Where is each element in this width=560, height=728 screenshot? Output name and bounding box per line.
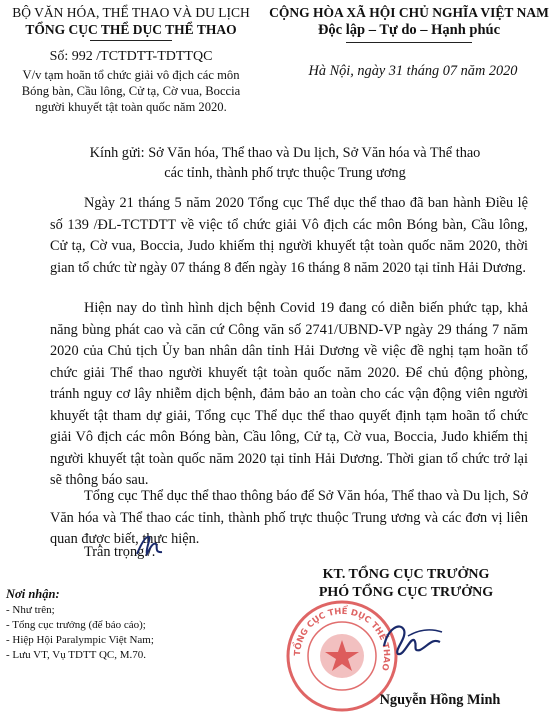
subject-line: V/v tạm hoãn tổ chức giải vô địch các môn: [22, 68, 240, 82]
place-date: Hà Nội, ngày 31 tháng 07 năm 2020: [308, 63, 518, 79]
body-paragraph: Tổng cục Thể dục thể thao thông báo để Sở Văn hóa, Thể thao và Du lịch, Sở Văn hóa và Thể thao các tỉnh, thành phố trực thuộc Trung ương và các đơn vị liên quan được biết, thực hiện.: [50, 488, 528, 547]
recipients-block: [6, 586, 246, 663]
signer-role: KT. TỔNG CỤC TRƯỞNG: [322, 567, 490, 582]
recipients-title: Nơi nhận:: [6, 587, 60, 601]
seal-text: TỔNG CỤC THỂ DỤC THỂ THAO: [292, 606, 392, 672]
issuing-authority: [2, 4, 260, 38]
closing-greeting: Trân trọng./.: [84, 544, 156, 560]
subject-block: [2, 67, 260, 115]
recipient-item: - Hiệp Hội Paralympic Việt Nam;: [6, 634, 154, 646]
addressee: [40, 143, 530, 183]
initials-mark: [134, 532, 164, 560]
body-paragraph: Hiện nay do tình hình dịch bệnh Covid 19 đang có diễn biến phức tạp, khả năng bùng phát cao và căn cứ Công văn số 2741/UBND-VP ngày 29 tháng 7 năm 2020 của Chủ tịch Ủy ban nhân dân tỉnh Hải Dương về việc đề nghị tạm hoãn tổ chức giải Thể thao người khuyết tật toàn quốc năm 2020. Để chủ động phòng, tránh nguy cơ lây nhiễm dịch bệnh, đảm bảo an toàn cho các vận động viên người khuyết tật tham dự giải, Tổng cục Thể dục thể thao quyết định tạm hoãn tổ chức giải Vô địch các môn Bóng bàn, Cầu lông, Cử tạ, Cờ vua, Boccia, Judo khiếm thị người khuyết tật toàn quốc năm 2020 tại tỉnh Hải Dương. Thời gian tổ chức trở lại sẽ thông báo sau.: [50, 300, 528, 488]
department-name: TỔNG CỤC THỂ DỤC THỂ THAO: [25, 22, 237, 37]
recipient-item: - Như trên;: [6, 604, 55, 616]
addressee-line: các tỉnh, thành phố trực thuộc Trung ương: [164, 165, 406, 181]
signer-name: Nguyễn Hồng Minh: [379, 692, 501, 708]
signer-role: PHÓ TỔNG CỤC TRƯỞNG: [318, 585, 494, 600]
recipient-item: - Lưu VT, Vụ TDTT QC, M.70.: [6, 649, 147, 661]
ministry-name: BỘ VĂN HÓA, THỂ THAO VÀ DU LỊCH: [12, 5, 250, 20]
national-header: [260, 4, 558, 40]
signer-title: [266, 566, 546, 602]
header-left-underline: [90, 40, 172, 41]
document-number: Số: 992 /TCTDTT-TDTTQC: [49, 49, 213, 64]
recipient-item: - Tổng cục trưởng (để báo cáo);: [6, 619, 146, 631]
subject-line: Bóng bàn, Cầu lông, Cử tạ, Cờ vua, Boccia: [21, 84, 241, 98]
national-motto: Độc lập – Tự do – Hạnh phúc: [317, 22, 501, 38]
country-name: CỘNG HÒA XÃ HỘI CHỦ NGHĨA VIỆT NAM: [269, 5, 549, 20]
handwritten-signature: [378, 616, 448, 664]
subject-line: người khuyết tật toàn quốc năm 2020.: [35, 100, 227, 114]
body-paragraph: Ngày 21 tháng 5 năm 2020 Tổng cục Thể dục thể thao đã ban hành Điều lệ số 139 /ĐL-TCTDTT về việc tổ chức giải Vô địch các môn Bóng bàn, Cầu lông, Cử tạ, Cờ vua, Boccia, Judo khiếm thị người khuyết tật toàn quốc năm 2020, thời gian tổ chức từ ngày 07 tháng 8 đến ngày 16 tháng 8 năm 2020 tại tỉnh Hải Dương.: [50, 195, 528, 276]
addressee-line: Kính gửi: Sở Văn hóa, Thể thao và Du lịch, Sở Văn hóa và Thể thao: [89, 145, 481, 161]
header-right-underline: [346, 42, 472, 43]
